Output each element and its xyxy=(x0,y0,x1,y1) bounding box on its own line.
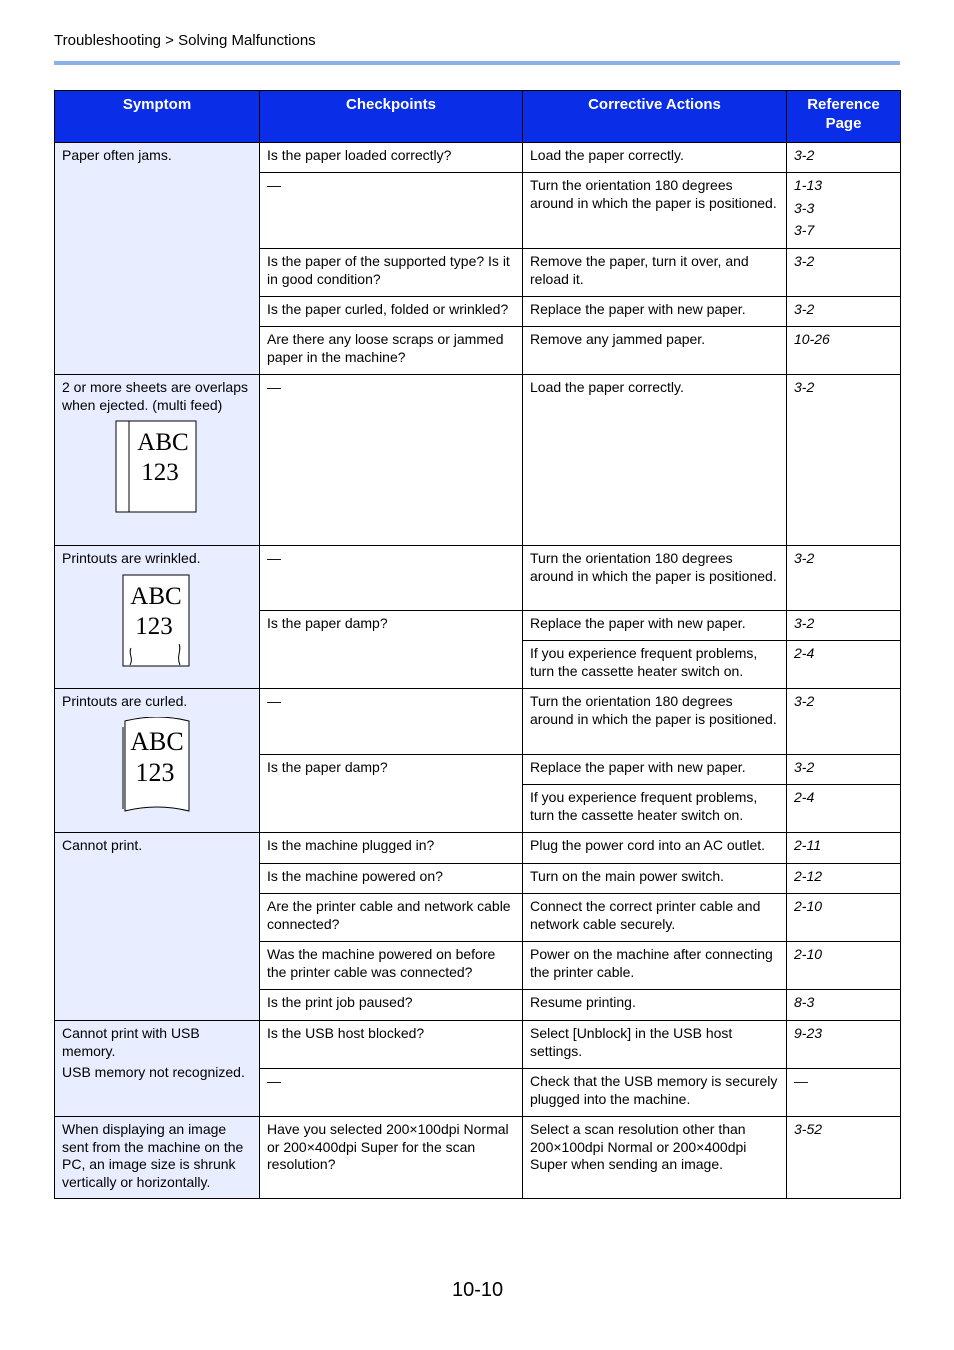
checkpoint-cell: Are the printer cable and network cable connected? xyxy=(260,894,523,942)
reference-cell xyxy=(787,143,901,173)
checkpoint-cell: Is the paper damp? xyxy=(260,611,523,689)
checkpoint-cell: Is the paper curled, folded or wrinkled? xyxy=(260,297,523,327)
illustration-text: 123 xyxy=(135,757,175,787)
checkpoint-cell: Is the paper damp? xyxy=(260,755,523,833)
page-number: 10-10 xyxy=(452,1279,504,1301)
illustration-text: ABC xyxy=(130,726,184,756)
reference-cell xyxy=(787,297,901,327)
table-row xyxy=(55,375,901,546)
checkpoint-cell: — xyxy=(260,546,523,611)
reference-page: 9-23 xyxy=(794,1025,823,1041)
illustration-text: ABC xyxy=(130,582,182,610)
symptom-cell xyxy=(55,1021,260,1117)
table-row xyxy=(55,833,901,864)
symptom-text: USB memory not recognized. xyxy=(62,1064,245,1080)
reference-page: 3-2 xyxy=(794,301,815,317)
reference-page: 3-2 xyxy=(794,693,815,709)
symptom-cell xyxy=(55,546,260,689)
table-row xyxy=(55,143,901,173)
symptom-text: Printouts are wrinkled. xyxy=(62,550,201,566)
table-row xyxy=(55,1117,901,1199)
action-cell: Turn on the main power switch. xyxy=(523,864,787,894)
breadcrumb: Troubleshooting > Solving Malfunctions xyxy=(54,32,316,49)
action-cell: If you experience frequent problems, turn the cassette heater switch on. xyxy=(523,641,787,689)
reference-cell xyxy=(787,755,901,785)
reference-page: 1-13 xyxy=(794,177,823,193)
checkpoint-cell: Is the USB host blocked? xyxy=(260,1021,523,1069)
symptom-text: 2 or more sheets are overlaps when ejected. (multi feed) xyxy=(62,379,248,413)
troubleshooting-table xyxy=(54,90,901,1199)
reference-page: 2-10 xyxy=(794,898,823,914)
reference-page: 8-3 xyxy=(794,994,815,1010)
illustration-text: 123 xyxy=(141,459,179,486)
reference-cell xyxy=(787,1021,901,1069)
table-row xyxy=(55,689,901,755)
reference-page: 2-11 xyxy=(794,837,821,853)
reference-page: 3-2 xyxy=(794,550,815,566)
reference-cell xyxy=(787,1117,901,1199)
curled-icon xyxy=(121,717,193,815)
checkpoint-cell: Are there any loose scraps or jammed paper in the machine? xyxy=(260,327,523,375)
column-header-symptom: Symptom xyxy=(55,91,260,143)
symptom-text: Paper often jams. xyxy=(62,147,172,163)
reference-page: 3-2 xyxy=(794,615,815,631)
reference-cell xyxy=(787,1069,901,1117)
action-cell: Turn the orientation 180 degrees around in which the paper is positioned. xyxy=(523,173,787,249)
symptom-cell xyxy=(55,143,260,375)
reference-cell xyxy=(787,611,901,641)
reference-cell xyxy=(787,833,901,864)
reference-cell xyxy=(787,894,901,942)
symptom-cell xyxy=(55,1117,260,1199)
table-row xyxy=(55,546,901,611)
symptom-text: Cannot print. xyxy=(62,837,143,853)
checkpoint-cell: Is the paper loaded correctly? xyxy=(260,143,523,173)
checkpoint-cell: — xyxy=(260,1069,523,1117)
column-header-reference-page: Reference Page xyxy=(787,91,901,143)
table-row xyxy=(55,1021,901,1069)
checkpoint-cell: — xyxy=(260,689,523,755)
table-header-row xyxy=(55,91,901,143)
action-cell: Plug the power cord into an AC outlet. xyxy=(523,833,787,864)
checkpoint-cell: Have you selected 200×100dpi Normal or 200×400dpi Super for the scan resolution? xyxy=(260,1117,523,1199)
symptom-cell xyxy=(55,689,260,833)
action-cell: Turn the orientation 180 degrees around in which the paper is positioned. xyxy=(523,546,787,611)
action-cell: Connect the correct printer cable and network cable securely. xyxy=(523,894,787,942)
header-divider xyxy=(54,61,900,65)
action-cell: Remove the paper, turn it over, and reload it. xyxy=(523,249,787,297)
action-cell: Select [Unblock] in the USB host settings. xyxy=(523,1021,787,1069)
illustration-text: ABC xyxy=(137,429,189,456)
reference-cell xyxy=(787,546,901,611)
reference-cell xyxy=(787,173,901,249)
action-cell: Replace the paper with new paper. xyxy=(523,297,787,327)
reference-cell xyxy=(787,641,901,689)
reference-cell xyxy=(787,785,901,833)
action-cell: If you experience frequent problems, turn the cassette heater switch on. xyxy=(523,785,787,833)
symptom-text: Cannot print with USB memory. xyxy=(62,1025,200,1059)
reference-cell xyxy=(787,942,901,990)
reference-page: 2-10 xyxy=(794,946,823,962)
action-cell: Turn the orientation 180 degrees around in which the paper is positioned. xyxy=(523,689,787,755)
reference-page: 2-4 xyxy=(794,789,815,805)
action-cell: Select a scan resolution other than 200×100dpi Normal or 200×400dpi Super when sending an image. xyxy=(523,1117,787,1199)
reference-page: 3-2 xyxy=(794,759,815,775)
reference-page: 3-2 xyxy=(794,253,815,269)
column-header-checkpoints: Checkpoints xyxy=(260,91,523,143)
reference-cell xyxy=(787,689,901,755)
reference-page: 3-2 xyxy=(794,147,815,163)
reference-page: — xyxy=(794,1073,808,1089)
action-cell: Remove any jammed paper. xyxy=(523,327,787,375)
reference-cell xyxy=(787,375,901,546)
reference-page: 2-4 xyxy=(794,645,815,661)
wrinkled-icon xyxy=(122,574,192,670)
reference-cell xyxy=(787,249,901,297)
column-header-corrective-actions: Corrective Actions xyxy=(523,91,787,143)
checkpoint-cell: — xyxy=(260,173,523,249)
reference-cell xyxy=(787,990,901,1021)
symptom-cell xyxy=(55,833,260,1021)
reference-cell xyxy=(787,327,901,375)
checkpoint-cell: Is the machine plugged in? xyxy=(260,833,523,864)
action-cell: Replace the paper with new paper. xyxy=(523,611,787,641)
action-cell: Power on the machine after connecting the printer cable. xyxy=(523,942,787,990)
action-cell: Resume printing. xyxy=(523,990,787,1021)
checkpoint-cell: Was the machine powered on before the printer cable was connected? xyxy=(260,942,523,990)
symptom-cell xyxy=(55,375,260,546)
reference-cell xyxy=(787,864,901,894)
checkpoint-cell: — xyxy=(260,375,523,546)
illustration-text: 123 xyxy=(135,612,173,640)
checkpoint-cell: Is the paper of the supported type? Is it in good condition? xyxy=(260,249,523,297)
symptom-text: When displaying an image sent from the machine on the PC, an image size is shrunk vertically or horizontally. xyxy=(62,1121,244,1190)
checkpoint-cell: Is the machine powered on? xyxy=(260,864,523,894)
reference-page: 3-3 xyxy=(794,199,815,216)
checkpoint-cell: Is the print job paused? xyxy=(260,990,523,1021)
action-cell: Load the paper correctly. xyxy=(523,375,787,546)
reference-page: 3-52 xyxy=(794,1121,823,1137)
action-cell: Check that the USB memory is securely plugged into the machine. xyxy=(523,1069,787,1117)
symptom-text: Printouts are curled. xyxy=(62,693,188,709)
reference-page: 3-7 xyxy=(794,222,815,238)
reference-page: 2-12 xyxy=(794,868,823,884)
action-cell: Replace the paper with new paper. xyxy=(523,755,787,785)
action-cell: Load the paper correctly. xyxy=(523,143,787,173)
reference-page: 10-26 xyxy=(794,331,830,347)
reference-page: 3-2 xyxy=(794,379,815,395)
multifeed-icon xyxy=(115,420,199,516)
